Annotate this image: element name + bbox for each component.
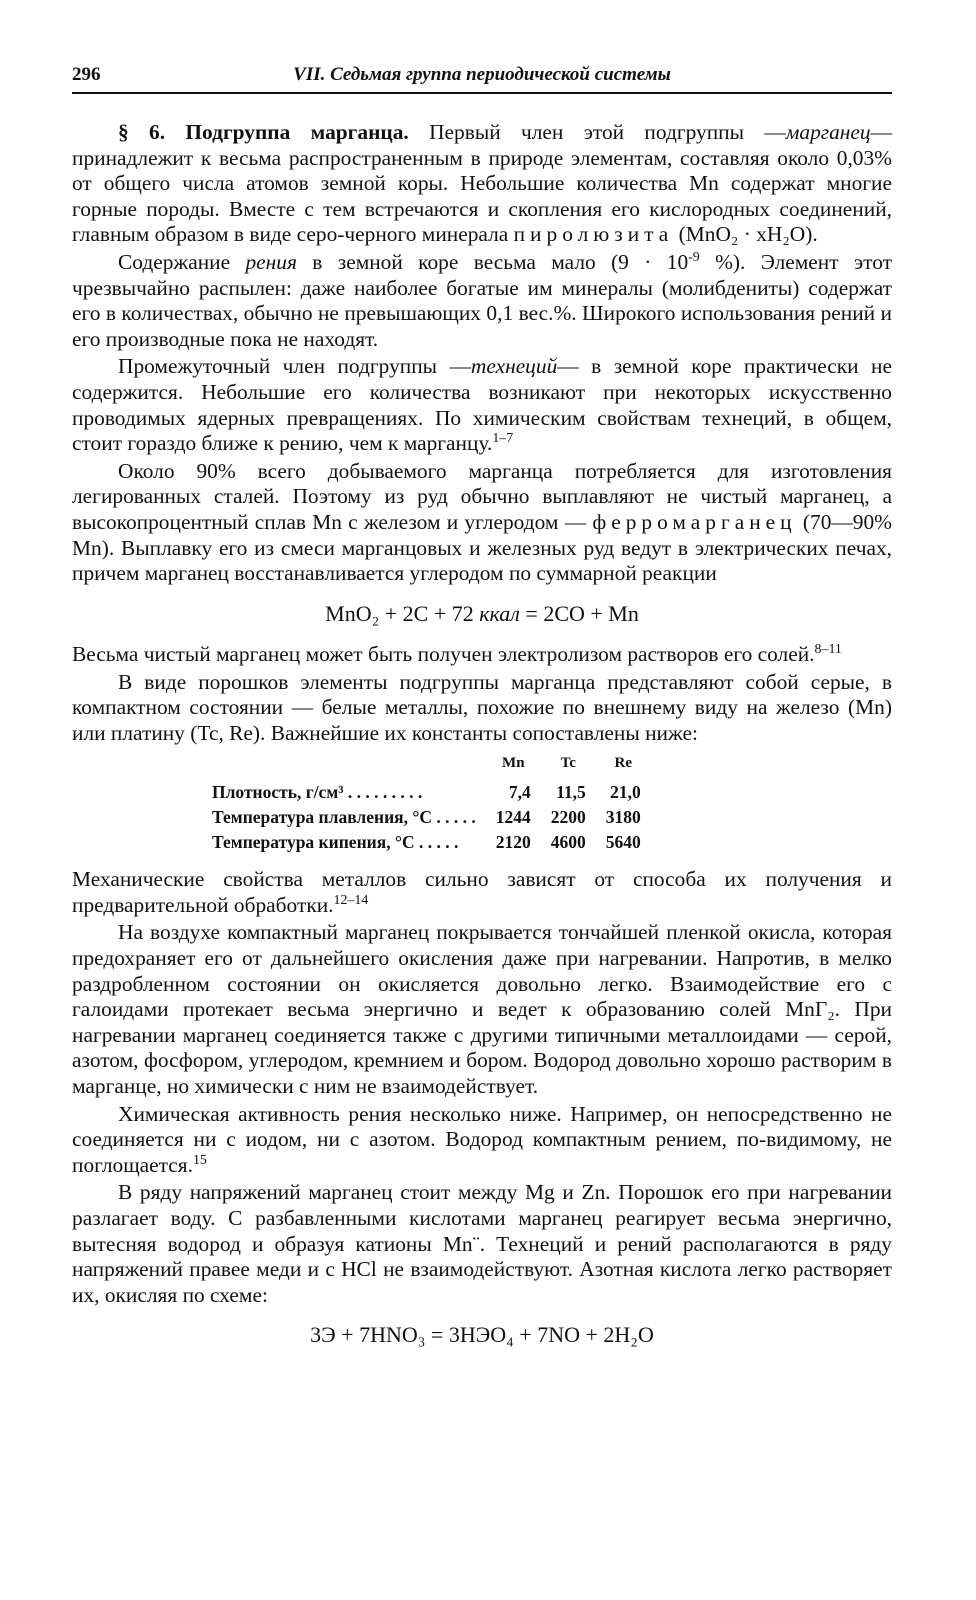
row-label: Плотность, г/см³ . . . . . . . . .: [212, 782, 423, 803]
table-cell: 21,0: [610, 782, 641, 803]
text-run: В виде порошков элементы подгруппы марганца представляют собой серые, в компактном состоянии — белые металлы, похожие по внешнему виду на железо (Mn) или платину (Tc, Re). Важнейшие их константы сопоставлены ниже:: [72, 669, 892, 746]
paragraph-2: [72, 250, 892, 352]
row-label: Температура кипения, °С . . . . .: [212, 832, 459, 853]
table-cell: 3180: [605, 807, 641, 828]
table-cell: 4600: [550, 832, 586, 853]
text-run: в земной коре весьма мало (9 · 10: [296, 249, 689, 274]
text-run: Около 90% всего добываемого марганца потребляется для изготовления легированных сталей. Поэтому из руд обычно выплавляют не чистый марганец, а высокопроцентный сплав Mn с железом и углеродом —: [72, 458, 892, 534]
table-cell: 1244: [495, 807, 531, 828]
paragraph-8: [72, 920, 892, 1099]
text-run: Механические свойства металлов сильно зависят от способа их получения и предварительной обработки.: [72, 867, 892, 917]
table-cell: 2200: [550, 807, 586, 828]
text-run: (MnO₂ · xH₂O).: [673, 222, 818, 247]
formula-right: = 2CO + Mn: [519, 600, 639, 626]
text-run: Весьма чистый марганец может быть получен электролизом растворов его солей.: [72, 642, 815, 667]
column-header: Re: [614, 754, 633, 771]
text-run: Первый член этой подгруппы —: [408, 120, 786, 144]
reaction-formula-2: 3Э + 7HNO₃ = 3HЭO₄ + 7NO + 2H₂O: [310, 1322, 654, 1348]
column-header: Mn: [502, 754, 525, 771]
table-header-row: [202, 751, 651, 781]
formula-left: MnO₂ + 2C + 72: [325, 600, 480, 626]
footnote-ref: 1–7: [492, 431, 514, 446]
table-row: [202, 830, 651, 855]
paragraph-1: [72, 120, 892, 248]
table-row: [202, 780, 651, 805]
table-cell: 11,5: [556, 782, 586, 803]
paragraph-6: [72, 670, 892, 747]
text-run: Содержание: [118, 249, 246, 274]
table-header-blank: [202, 751, 486, 781]
table-cell: 5640: [605, 832, 641, 853]
section-heading: § 6. Подгруппа марганца.: [118, 120, 409, 144]
text-run: %). Элемент этот чрезвычайно распылен: даже наиболее богатые им минералы (молибдениты) содержат его в количествах, обычно не превышающих 0,1 вес.%. Широкого использования рений и его производные пока не находят.: [72, 249, 892, 351]
spaced-term: ферромарганец: [592, 509, 797, 534]
paragraph-10: [72, 1180, 892, 1308]
spaced-term: пиролюзита: [513, 222, 674, 247]
body-text: [72, 120, 892, 1364]
paragraph-3: [72, 354, 892, 456]
formula-unit: ккал: [479, 600, 520, 626]
footnote-ref: 8–11: [814, 642, 842, 658]
footnote-ref: 15: [192, 1152, 207, 1168]
paragraph-4: [72, 459, 892, 587]
italic-term: рения: [245, 249, 297, 274]
text-run: В ряду напряжений марганец стоит между Mg и Zn. Порошок его при нагревании разлагает воду. С разбавленными кислотами марганец реагирует весьма энергично, вытесняя водород и образуя катионы Mn¨. Технеций и рений располагаются в ряду напряжений правее меди и с HCl не взаимодействуют. Азотная кислота легко растворяет их, окисляя по схеме:: [72, 1180, 892, 1307]
column-header: Tc: [560, 754, 576, 771]
footnote-ref: 12–14: [333, 892, 369, 908]
running-title: VII. Седьмая группа периодической системы: [293, 64, 671, 85]
table-cell: 2120: [495, 832, 531, 853]
exponent: -9: [688, 249, 700, 265]
text-run: На воздухе компактный марганец покрывается тончайшей пленкой окисла, которая предохраняет его от дальнейшего окисления даже при нагревании. Напротив, в мелко раздробленном состоянии он окисляется довольно легко. Взаимодействие его с галоидами протекает весьма энергично и ведет к образованию солей MnГ₂. При нагревании марганец соединяется также с другими типичными металлоидами — серой, азотом, фосфором, углеродом, кремнием и бором. Водород довольно хорошо растворим в марганце, но химически с ним не взаимодействует.: [72, 920, 892, 1098]
reaction-formula-1: [72, 601, 892, 627]
page-header: [72, 64, 892, 94]
text-run: — принадлежит к весьма распространенным в природе элементам, составляя около 0,03% от общего числа атомов земной коры. Небольшие количества Mn содержат многие горные породы. Вместе с тем встречаются и скопления его кислородных соединений, главным образом в виде серо-черного минерала: [72, 120, 892, 247]
italic-term: технеций: [470, 354, 558, 379]
paragraph-7: [72, 867, 892, 918]
paragraph-5: [72, 642, 892, 668]
constants-table: [202, 751, 651, 856]
text-run: (70—90% Mn). Выплавку его из смеси марганцовых и железных руд ведут в электрических печах, причем марганец восстанавливается углеродом по суммарной реакции: [72, 509, 892, 586]
row-label: Температура плавления, °С . . . . .: [212, 807, 476, 828]
paragraph-9: [72, 1102, 892, 1179]
text-run: Промежуточный член подгруппы —: [118, 354, 471, 379]
text-run: — в земной коре практически не содержится. Небольшие его количества возникают при некоторых искусственно проводимых ядерных превращениях. По химическим свойствам технеций, в общем, стоит гораздо ближе к рению, чем к марганцу.: [72, 354, 892, 456]
table-cell: 7,4: [508, 782, 531, 803]
page-number: 296: [72, 64, 101, 85]
table-row: [202, 805, 651, 830]
italic-term: марганец: [785, 120, 871, 144]
text-run: Химическая активность рения несколько ниже. Например, он непосредственно не соединяется ни с иодом, ни с азотом. Водород компактным рением, по-видимому, не поглощается.: [72, 1101, 892, 1177]
